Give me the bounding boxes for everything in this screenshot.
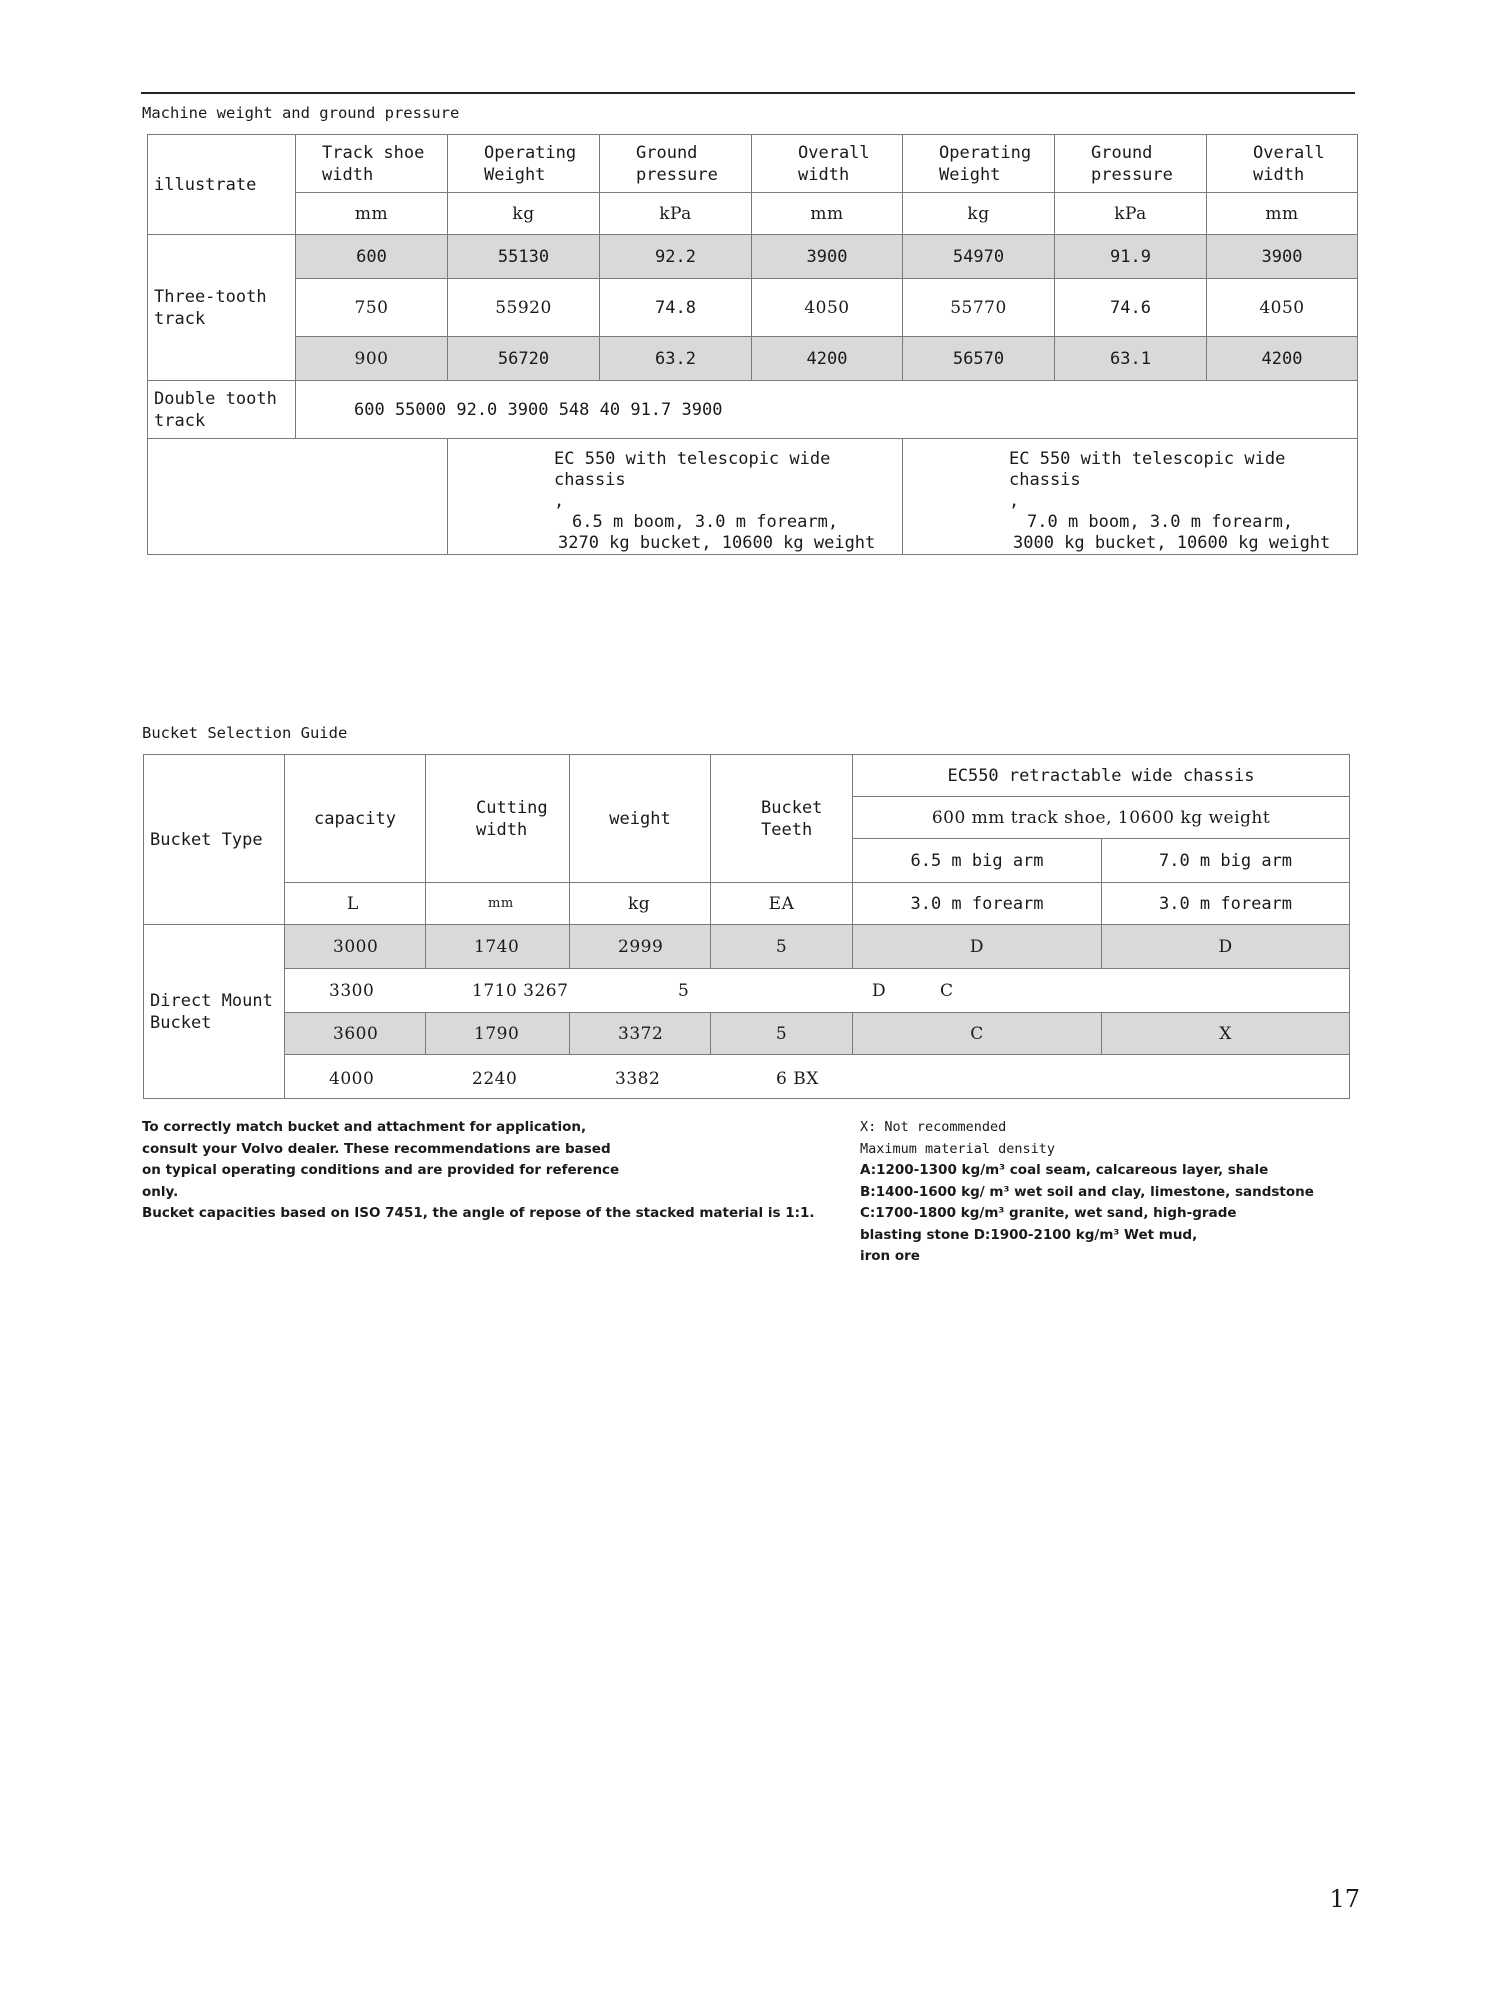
header-cutting-width: Cutting width	[426, 755, 570, 883]
data-cell: 3372	[570, 1013, 711, 1055]
data-cell: 92.2	[600, 235, 752, 279]
direct-mount-label: Direct Mount Bucket	[144, 925, 285, 1099]
unit-cell: kg	[448, 193, 600, 235]
note-line: blasting stone D:1900-2100 kg/m³ Wet mud,	[860, 1226, 1198, 1243]
data-cell: 6 BX	[776, 1069, 819, 1089]
data-cell: 74.8	[600, 279, 752, 337]
empty-cell	[148, 439, 448, 555]
header-arm-2: 7.0 m big arm	[1102, 839, 1350, 883]
table-row	[144, 1055, 1350, 1099]
header-forearm-2: 3.0 m forearm	[1102, 883, 1350, 925]
note-line: C:1700-1800 kg/m³ granite, wet sand, high-grade	[860, 1205, 1237, 1221]
bucket-selection-table	[143, 754, 1350, 1099]
header-illustrate: illustrate	[148, 135, 296, 235]
data-cell: 1740	[426, 925, 570, 969]
unit-cell: kg	[903, 193, 1055, 235]
data-cell: 1710 3267	[472, 981, 569, 1001]
data-cell: 55770	[903, 279, 1055, 337]
data-cell: 4050	[1207, 279, 1358, 337]
note-line: To correctly match bucket and attachment for application,	[142, 1119, 587, 1135]
data-cell: C	[940, 981, 954, 1001]
data-cell: 91.9	[1055, 235, 1207, 279]
data-cell: 3300	[329, 981, 375, 1001]
table-row	[144, 1013, 1350, 1055]
data-cell: 5	[711, 925, 853, 969]
header-bucket-teeth: Bucket Teeth	[711, 755, 853, 883]
notes-right	[860, 1117, 1360, 1268]
data-cell: D	[872, 981, 887, 1001]
data-cell: 600	[296, 235, 448, 279]
chassis-right-line1: EC 550 with telescopic wide chassis	[1009, 449, 1286, 490]
data-cell: 3382	[615, 1069, 661, 1089]
chassis-right	[903, 439, 1358, 555]
unit-cell: mm	[752, 193, 903, 235]
header-operating-weight-2: Operating Weight	[903, 135, 1055, 193]
table-row	[148, 235, 1358, 279]
row-3300-merged	[285, 969, 1350, 1013]
top-rule	[141, 92, 1355, 94]
table-row	[148, 279, 1358, 337]
data-cell: D	[853, 925, 1102, 969]
data-cell: 2999	[570, 925, 711, 969]
note-line: B:1400-1600 kg/ m³ wet soil and clay, limestone, sandstone	[860, 1183, 1314, 1200]
header-overall-width-2: Overall width	[1207, 135, 1358, 193]
data-cell: 4200	[1207, 337, 1358, 381]
data-cell: 63.2	[600, 337, 752, 381]
data-cell: 3900	[752, 235, 903, 279]
double-tooth-label: Double tooth track	[148, 381, 296, 439]
header-chassis: EC550 retractable wide chassis	[853, 755, 1350, 797]
data-cell: 5	[711, 1013, 853, 1055]
data-cell: 55920	[448, 279, 600, 337]
note-line: consult your Volvo dealer. These recommendations are based	[142, 1140, 611, 1157]
header-ground-pressure: Ground pressure	[600, 135, 752, 193]
chassis-left-line1: EC 550 with telescopic wide chassis	[554, 449, 831, 490]
data-cell: 4200	[752, 337, 903, 381]
header-bucket-type: Bucket Type	[144, 755, 285, 925]
data-cell: 56720	[448, 337, 600, 381]
chassis-left-line3: 6.5 m boom, 3.0 m forearm,	[572, 512, 839, 532]
chassis-right-line2: ,	[1009, 491, 1020, 511]
data-cell: 2240	[472, 1069, 518, 1089]
data-cell: 63.1	[1055, 337, 1207, 381]
unit-cell: mm	[296, 193, 448, 235]
header-overall-width: Overall width	[752, 135, 903, 193]
chassis-left-line2: ,	[554, 491, 565, 511]
table-row	[144, 925, 1350, 969]
table-row	[148, 337, 1358, 381]
data-cell: 3600	[285, 1013, 426, 1055]
header-arm-1: 6.5 m big arm	[853, 839, 1102, 883]
notes-left	[142, 1117, 842, 1225]
header-capacity: capacity	[285, 755, 426, 883]
data-cell: 74.6	[1055, 279, 1207, 337]
note-line: only.	[142, 1183, 179, 1200]
data-cell: 4050	[752, 279, 903, 337]
header-track-shoe: 600 mm track shoe, 10600 kg weight	[853, 797, 1350, 839]
table-row	[144, 969, 1350, 1013]
note-line: A:1200-1300 kg/m³ coal seam, calcareous layer, shale	[860, 1162, 1269, 1178]
unit-cell: EA	[711, 883, 853, 925]
header-ground-pressure-2: Ground pressure	[1055, 135, 1207, 193]
data-cell: 3900	[1207, 235, 1358, 279]
data-cell: D	[1102, 925, 1350, 969]
chassis-right-line4: 3000 kg bucket, 10600 kg weight	[1013, 533, 1331, 553]
data-cell: 55130	[448, 235, 600, 279]
note-line: X: Not recommended	[860, 1119, 1007, 1135]
note-line: on typical operating conditions and are provided for reference	[142, 1162, 620, 1178]
data-cell: 750	[296, 279, 448, 337]
chassis-left-line4: 3270 kg bucket, 10600 kg weight	[558, 533, 876, 553]
data-cell: X	[1102, 1013, 1350, 1055]
unit-cell: kPa	[1055, 193, 1207, 235]
note-line: Maximum material density	[860, 1140, 1056, 1157]
unit-cell: mm	[426, 883, 570, 925]
table-row	[148, 381, 1358, 439]
note-line: Bucket capacities based on ISO 7451, the angle of repose of the stacked material is 1:1.	[142, 1205, 815, 1221]
unit-cell: kPa	[600, 193, 752, 235]
chassis-left	[448, 439, 903, 555]
weight-pressure-table	[147, 134, 1358, 555]
data-cell: 4000	[329, 1069, 375, 1089]
unit-cell: mm	[1207, 193, 1358, 235]
section2-caption: Bucket Selection Guide	[142, 724, 348, 742]
note-line: iron ore	[860, 1248, 920, 1264]
three-tooth-label: Three-tooth track	[148, 235, 296, 381]
data-cell: 56570	[903, 337, 1055, 381]
header-operating-weight: Operating Weight	[448, 135, 600, 193]
data-cell: C	[853, 1013, 1102, 1055]
unit-cell: kg	[570, 883, 711, 925]
data-cell: 900	[296, 337, 448, 381]
chassis-row	[148, 439, 1358, 555]
data-cell: 54970	[903, 235, 1055, 279]
unit-cell: L	[285, 883, 426, 925]
double-tooth-values: 600 55000 92.0 3900 548 40 91.7 3900	[296, 381, 1358, 439]
section1-caption: Machine weight and ground pressure	[142, 104, 460, 122]
data-cell: 3000	[285, 925, 426, 969]
header-forearm-1: 3.0 m forearm	[853, 883, 1102, 925]
header-weight: weight	[570, 755, 711, 883]
data-cell: 5	[678, 981, 690, 1001]
row-4000-merged	[285, 1055, 1350, 1099]
header-track-shoe-width: Track shoe width	[296, 135, 448, 193]
chassis-right-line3: 7.0 m boom, 3.0 m forearm,	[1027, 512, 1294, 532]
data-cell: 1790	[426, 1013, 570, 1055]
page-number: 17	[1329, 1885, 1360, 1913]
